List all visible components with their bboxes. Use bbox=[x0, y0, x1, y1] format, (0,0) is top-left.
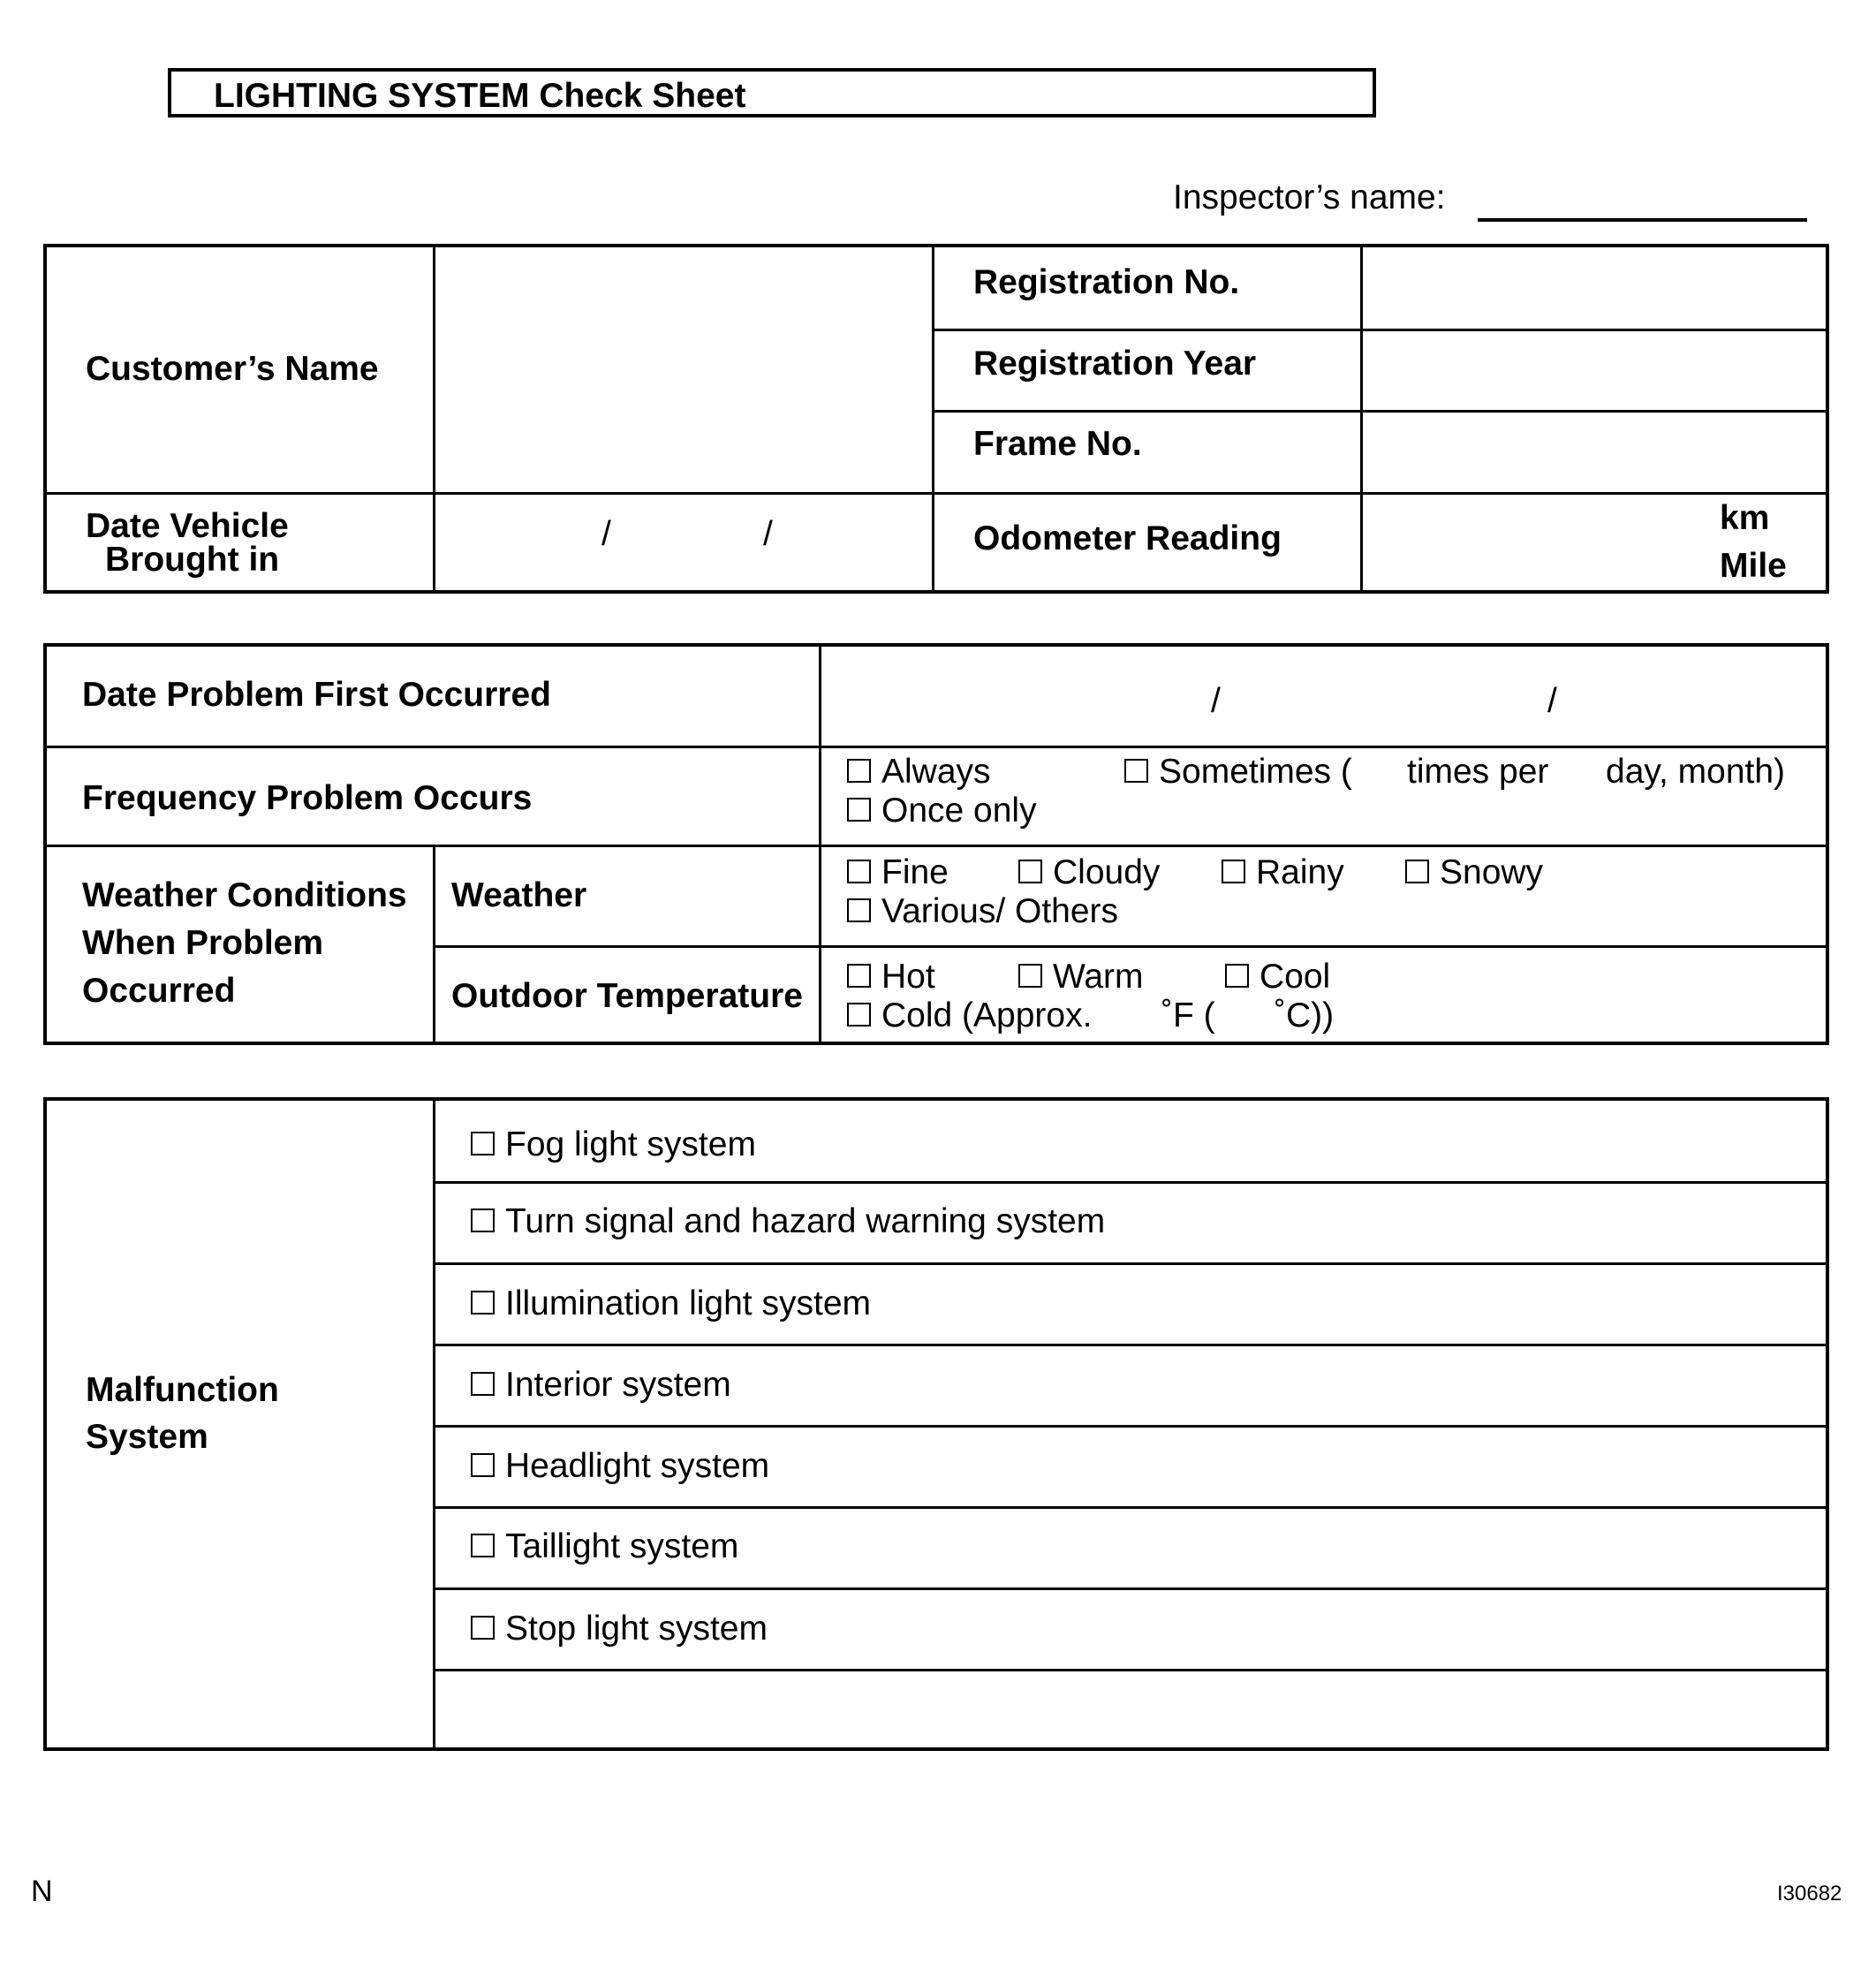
weather-fine-option[interactable]: Fine bbox=[847, 855, 949, 890]
malfunction-item[interactable]: Interior system bbox=[471, 1368, 731, 1402]
date-first-occurred-label: Date Problem First Occurred bbox=[82, 676, 551, 714]
title-box bbox=[168, 68, 1376, 117]
inspector-label: Inspector’s name: bbox=[1173, 178, 1446, 216]
temp-cold-option[interactable]: Cold (Approx. bbox=[847, 998, 1092, 1033]
page-title: LIGHTING SYSTEM Check Sheet bbox=[214, 77, 746, 115]
checkbox-icon[interactable] bbox=[1225, 964, 1249, 988]
malfunction-item[interactable]: Taillight system bbox=[471, 1529, 738, 1564]
outdoor-temperature-label: Outdoor Temperature bbox=[451, 977, 803, 1015]
temp-hot-option[interactable]: Hot bbox=[847, 959, 935, 994]
date-brought-label-2: Brought in bbox=[105, 541, 280, 579]
date-slash: / bbox=[1547, 682, 1557, 720]
freq-always-option[interactable]: Always bbox=[847, 754, 991, 789]
temp-warm-option[interactable]: Warm bbox=[1018, 959, 1144, 994]
checkbox-icon[interactable] bbox=[1018, 860, 1042, 883]
registration-year-field[interactable] bbox=[1363, 331, 1827, 409]
problem-info-table bbox=[43, 643, 1829, 1045]
weather-label: Weather bbox=[451, 876, 587, 914]
freq-times-per: times per bbox=[1407, 753, 1549, 791]
weather-various-option[interactable]: Various/ Others bbox=[847, 894, 1118, 928]
checkbox-icon[interactable] bbox=[1405, 860, 1429, 883]
malfunction-item[interactable]: Fog light system bbox=[471, 1127, 756, 1162]
freq-sometimes-option[interactable]: Sometimes ( bbox=[1124, 754, 1352, 789]
odometer-unit-km: km bbox=[1720, 499, 1770, 537]
date-brought-label-1: Date Vehicle bbox=[86, 507, 289, 545]
odometer-unit-mile: Mile bbox=[1720, 547, 1787, 585]
checkbox-icon[interactable] bbox=[471, 1132, 495, 1155]
freq-once-option[interactable]: Once only bbox=[847, 793, 1037, 828]
checkbox-icon[interactable] bbox=[471, 1209, 495, 1232]
weather-snowy-option[interactable]: Snowy bbox=[1405, 855, 1543, 890]
frame-no-label: Frame No. bbox=[973, 425, 1142, 463]
checkbox-icon[interactable] bbox=[847, 964, 871, 988]
checkbox-icon[interactable] bbox=[847, 898, 871, 922]
checkbox-icon[interactable] bbox=[471, 1291, 495, 1315]
checkbox-icon[interactable] bbox=[847, 860, 871, 883]
malfunction-item[interactable]: Illumination light system bbox=[471, 1286, 871, 1321]
weather-conditions-label-3: Occurred bbox=[82, 972, 236, 1010]
weather-cloudy-option[interactable]: Cloudy bbox=[1018, 855, 1160, 890]
checkbox-icon[interactable] bbox=[847, 798, 871, 822]
checkbox-icon[interactable] bbox=[1222, 860, 1245, 883]
temp-celsius-unit: ˚C)) bbox=[1275, 996, 1335, 1034]
vehicle-info-table bbox=[43, 244, 1829, 594]
checkbox-icon[interactable] bbox=[1018, 964, 1042, 988]
checkbox-icon[interactable] bbox=[471, 1453, 495, 1477]
customer-name-field[interactable] bbox=[435, 247, 930, 490]
checkbox-icon[interactable] bbox=[1124, 759, 1148, 783]
freq-day-month: day, month) bbox=[1606, 753, 1786, 791]
date-slash: / bbox=[1211, 682, 1221, 720]
date-slash: / bbox=[763, 515, 773, 553]
registration-no-field[interactable] bbox=[1363, 247, 1827, 327]
checkbox-icon[interactable] bbox=[847, 1003, 871, 1027]
malfunction-system-table bbox=[43, 1097, 1829, 1751]
temp-fahrenheit-unit: ˚F ( bbox=[1161, 996, 1215, 1034]
registration-no-label: Registration No. bbox=[973, 263, 1240, 301]
frame-no-field[interactable] bbox=[1363, 413, 1827, 490]
temp-cool-option[interactable]: Cool bbox=[1225, 959, 1330, 994]
footer-figure-id: I30682 bbox=[1777, 1882, 1842, 1906]
checkbox-icon[interactable] bbox=[471, 1616, 495, 1640]
inspector-name-field[interactable] bbox=[1478, 218, 1807, 222]
weather-conditions-label-1: Weather Conditions bbox=[82, 876, 407, 914]
malfunction-label-1: Malfunction bbox=[86, 1371, 279, 1409]
malfunction-item[interactable]: Stop light system bbox=[471, 1611, 768, 1646]
footer-left-code: N bbox=[31, 1875, 53, 1908]
date-slash: / bbox=[601, 515, 611, 553]
checkbox-icon[interactable] bbox=[847, 759, 871, 783]
checkbox-icon[interactable] bbox=[471, 1372, 495, 1396]
registration-year-label: Registration Year bbox=[973, 345, 1257, 383]
malfunction-blank-row[interactable] bbox=[435, 1671, 1827, 1751]
malfunction-item[interactable]: Headlight system bbox=[471, 1449, 769, 1483]
weather-rainy-option[interactable]: Rainy bbox=[1222, 855, 1344, 890]
weather-conditions-label-2: When Problem bbox=[82, 924, 324, 962]
malfunction-label-2: System bbox=[86, 1418, 208, 1456]
malfunction-item[interactable]: Turn signal and hazard warning system bbox=[471, 1204, 1105, 1239]
checkbox-icon[interactable] bbox=[471, 1534, 495, 1557]
frequency-label: Frequency Problem Occurs bbox=[82, 779, 533, 817]
odometer-label: Odometer Reading bbox=[973, 519, 1282, 557]
customer-name-label: Customer’s Name bbox=[86, 350, 379, 388]
